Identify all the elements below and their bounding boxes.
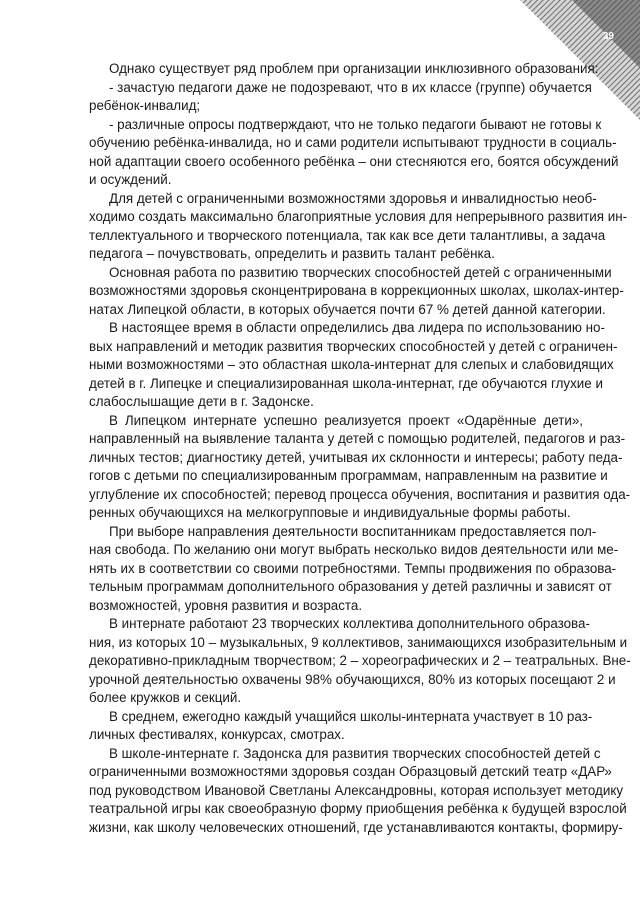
text-line: ходимо создать максимально благоприятные условия для непрерывного развития ин- [89,209,628,224]
paragraph [89,708,593,745]
paragraph [89,319,618,412]
text-line: ной адаптации своего особенного ребёнка – они стесняются его, боятся обсуждений [89,153,619,169]
page-number: 39 [602,31,614,42]
text-line: - зачастую педагоги даже не подозревают, что в их классе (группе) обучается [109,79,592,95]
text-line: театральной игры как своеобразную форму приобщения ребёнка к будущей взрослой [89,801,627,816]
paragraph [89,116,619,190]
text-line: возможностями здоровья сконцентрирована в коррекционных школах, школах-интер- [89,283,624,298]
text-line: углубление их способностей; перевод процесса обучения, воспитания и развития ода- [89,486,631,502]
body-text [89,60,631,837]
text-line: жизни, как школу человеческих отношений, где устанавливаются контакты, формиру- [89,819,623,835]
text-line: под руководством Ивановой Светланы Александровны, которая использует методику [89,782,624,798]
text-line: декоративно-прикладным творчеством; 2 – хореографических и 2 – театральных. Вне- [89,653,631,668]
text-line: В интернате работают 23 творческих коллектива дополнительного образова- [109,616,590,631]
text-line: В среднем, ежегодно каждый учащийся школы-интерната участвует в 10 раз- [109,708,593,724]
text-line: направленный на выявление таланта у детей с помощью родителей, педагогов и раз- [89,431,626,446]
paragraph [89,190,628,264]
paragraph [89,745,627,838]
text-line: ренных обучающихся на мелкогрупповые и индивидуальные формы работы. [89,505,571,520]
text-line: и осуждений. [89,172,172,187]
text-line: Основная работа по развитию творческих способностей детей с ограниченными [109,264,612,280]
paragraph [89,412,631,523]
text-line: В Липецком интернате успешно реализуется проект «Одарённые дети», [109,412,583,428]
text-line: урочной деятельностью охвачены 98% обучающихся, 80% из которых посещают 2 и [89,671,616,687]
text-line: натах Липецкой области, в которых обучается почти 67 % детей данной категории. [89,301,606,317]
text-line: В настоящее время в области определились два лидера по использованию но- [109,320,605,335]
text-line: При выборе направления деятельности воспитанникам предоставляется пол- [109,523,597,539]
text-line: гогов с детьми по специализированным программам, направленным на развитие и [89,468,608,483]
text-line: личных тестов; диагностику детей, учитывая их склонности и интересы; работу педа- [89,449,623,465]
text-line: слабослышащие дети в г. Задонске. [89,394,314,409]
text-line: ребёнок-инвалид; [89,98,201,113]
text-line: теллектуального и творческого потенциала, так как все дети талантливы, а задача [89,227,606,243]
paragraph [89,264,624,320]
text-line: более кружков и секций. [89,690,242,705]
text-line: В школе-интернате г. Задонска для развития творческих способностей детей с [109,745,601,761]
text-line: Для детей с ограниченными возможностями здоровья и инвалидностью необ- [109,190,597,206]
text-line: ная свобода. По желанию они могут выбрать несколько видов деятельности или ме- [89,542,619,557]
text-line: вых направлений и методик развития творческих способностей у детей с ограничен- [89,338,618,354]
text-line: детей в г. Липецке и специализированная школа-интернат, где обучаются глухие и [89,375,603,391]
text-line: Однако существует ряд проблем при организации инклюзивного образования: [109,61,599,76]
text-line: ния, из которых 10 – музыкальных, 9 коллективов, занимающихся изобразительным и [89,634,628,650]
paragraph [89,615,631,708]
text-line: возможностей, уровня развития и возраста. [89,597,363,613]
paragraph [89,79,592,116]
text-line: личных фестивалях, конкурсах, смотрах. [89,727,345,742]
text-line: ными возможностями – это областная школа-интернат для слепых и слабовидящих [89,357,614,372]
text-line: педагога – почувствовать, определить и развить талант ребёнка. [89,246,495,261]
text-line: тельным программам дополнительного образования у детей различны и зависят от [89,579,612,594]
paragraph [89,60,599,79]
text-line: ограниченными возможностями здоровья создан Образцовый детский театр «ДАР» [89,764,612,779]
text-line: обучению ребёнка-инвалида, но и сами родители испытывают трудности в социаль- [89,135,617,150]
text-line: - различные опросы подтверждают, что не только педагоги бывают не готовы к [109,116,602,132]
text-line: нять их в соответствии со своими потребностями. Темпы продвижения по образова- [89,560,617,576]
paragraph [89,523,619,616]
